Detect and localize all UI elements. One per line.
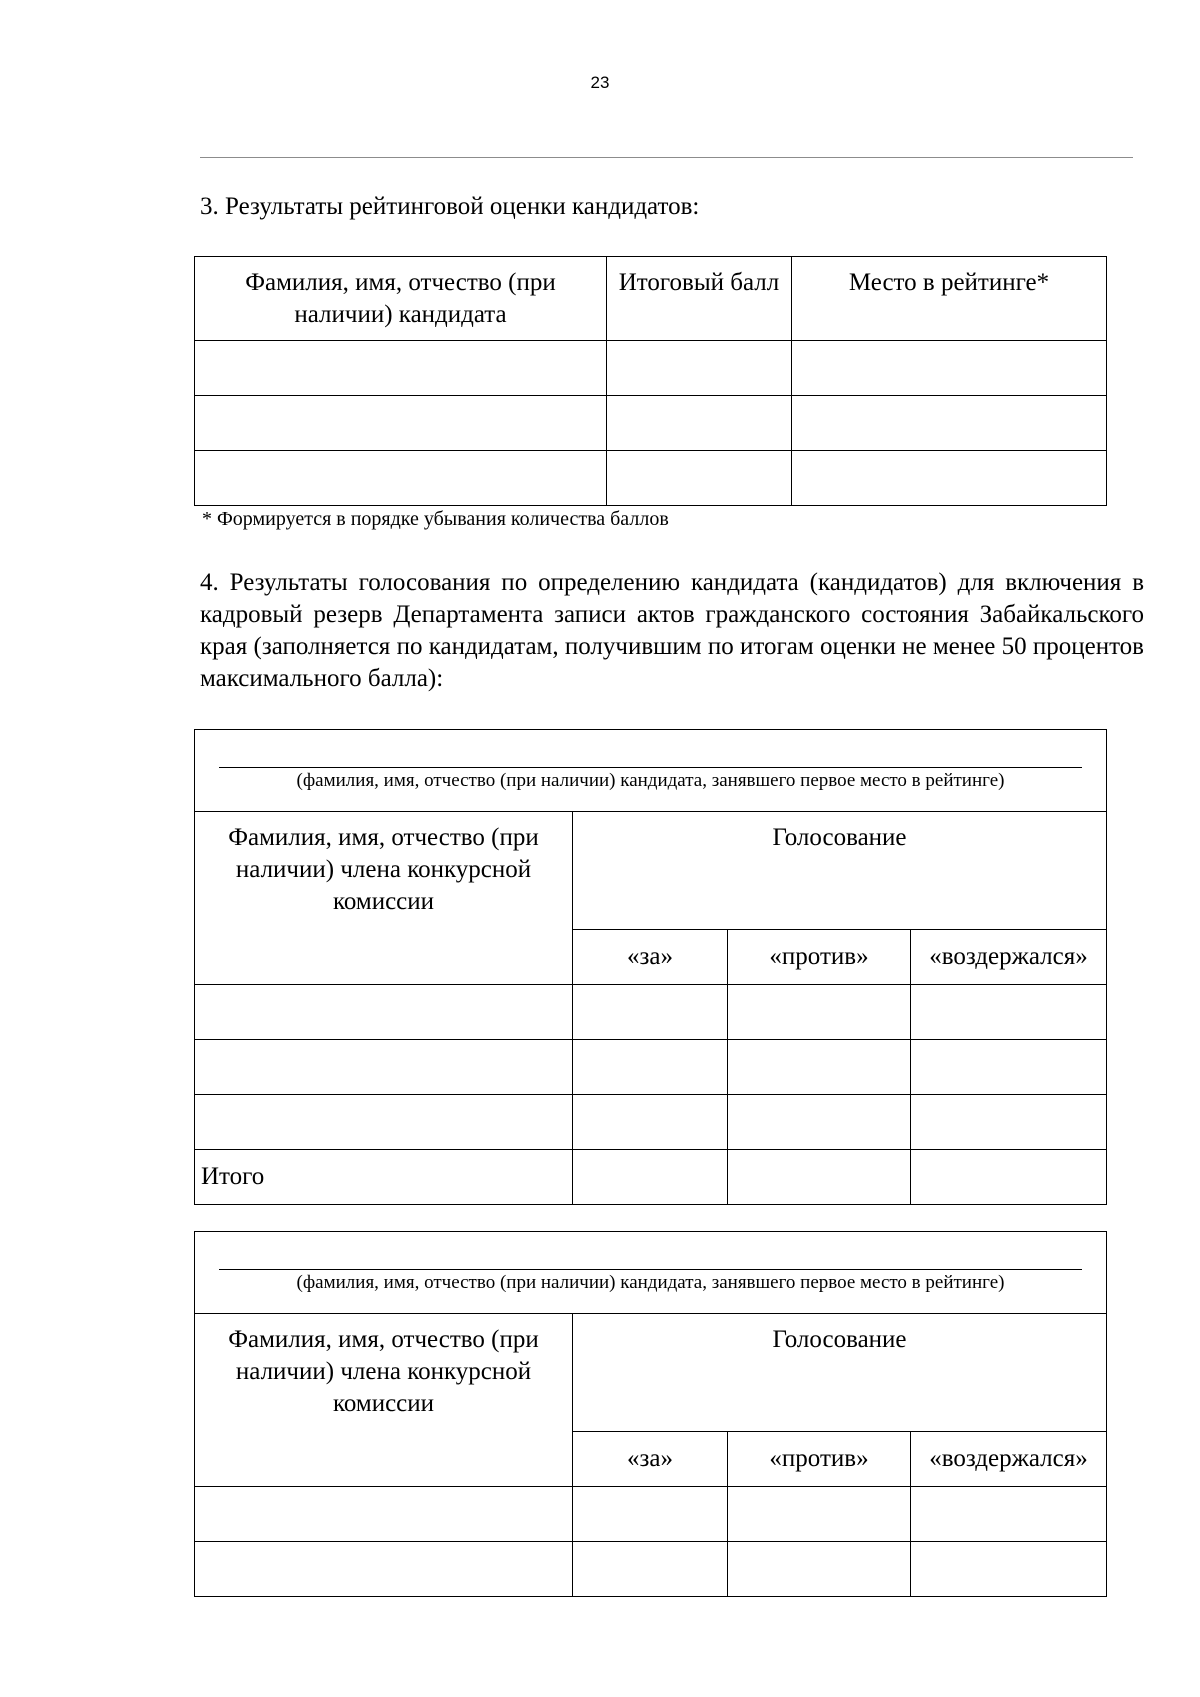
table-cell[interactable] [195, 1542, 573, 1597]
table-cell[interactable] [911, 1487, 1107, 1542]
voting-header: Голосование [573, 812, 1107, 930]
table-cell[interactable] [911, 1040, 1107, 1095]
rating-header-name: Фамилия, имя, отчество (при наличии) кандидата [195, 257, 607, 341]
table-cell[interactable] [911, 985, 1107, 1040]
table-cell[interactable] [195, 396, 607, 451]
option-for: «за» [573, 1432, 728, 1487]
table-cell[interactable] [607, 451, 792, 506]
header-rule [200, 157, 1133, 158]
table-cell[interactable] [195, 451, 607, 506]
member-name-header: Фамилия, имя, отчество (при наличии) члена конкурсной комиссии [195, 1314, 573, 1487]
table-cell[interactable] [573, 985, 728, 1040]
table-row [195, 396, 1107, 451]
table-cell[interactable] [728, 1095, 911, 1150]
page-number: 23 [590, 73, 610, 92]
table-cell[interactable] [607, 396, 792, 451]
table-cell[interactable] [792, 451, 1107, 506]
member-name-header: Фамилия, имя, отчество (при наличии) члена конкурсной комиссии [195, 812, 573, 985]
vote-table-2 [194, 1231, 1107, 1597]
table-row [195, 1040, 1107, 1095]
section-4-paragraph: 4. Результаты голосования по определению кандидата (кандидатов) для включения в кадровый резерв Департамента записи актов гражданского состояния Забайкальского края (заполняется по кандидатам, получившим по итогам оценки не менее 50 процентов максимального балла): [200, 569, 1144, 692]
table-cell[interactable] [607, 341, 792, 396]
option-against: «против» [728, 1432, 911, 1487]
candidate-name-field[interactable] [195, 1232, 1107, 1314]
table-row [195, 985, 1107, 1040]
table-cell[interactable] [911, 1095, 1107, 1150]
table-cell[interactable] [728, 985, 911, 1040]
table-cell[interactable] [728, 1150, 911, 1205]
table-cell[interactable] [573, 1487, 728, 1542]
total-label: Итого [195, 1150, 573, 1205]
candidate-name-line [219, 767, 1082, 768]
option-abstained: «воздержался» [911, 1432, 1107, 1487]
table-row [195, 1542, 1107, 1597]
rating-header-score: Итоговый балл [607, 257, 792, 341]
rating-table-header [195, 257, 1107, 341]
vote-table-header [195, 812, 1107, 930]
table-cell[interactable] [195, 1095, 573, 1150]
table-cell[interactable] [573, 1150, 728, 1205]
vote-table-1 [194, 729, 1107, 1205]
table-cell[interactable] [792, 396, 1107, 451]
candidate-name-field[interactable] [195, 730, 1107, 812]
table-cell[interactable] [573, 1095, 728, 1150]
table-cell[interactable] [792, 341, 1107, 396]
vote-table-header [195, 1314, 1107, 1432]
table-row [195, 341, 1107, 396]
candidate-caption: (фамилия, имя, отчество (при наличии) кандидата, занявшего первое место в рейтинге) [296, 770, 1005, 791]
rating-header-place: Место в рейтинге* [792, 257, 1107, 341]
table-cell[interactable] [911, 1150, 1107, 1205]
table-row [195, 1095, 1107, 1150]
table-cell[interactable] [728, 1040, 911, 1095]
table-cell[interactable] [911, 1542, 1107, 1597]
voting-header: Голосование [573, 1314, 1107, 1432]
table-row [195, 1487, 1107, 1542]
table-cell[interactable] [573, 1542, 728, 1597]
option-abstained: «воздержался» [911, 930, 1107, 985]
rating-table [194, 256, 1107, 506]
section-3-heading: 3. Результаты рейтинговой оценки кандидатов: [200, 193, 700, 220]
table-cell[interactable] [195, 1040, 573, 1095]
table-cell[interactable] [195, 985, 573, 1040]
table-cell[interactable] [195, 341, 607, 396]
total-row [195, 1150, 1107, 1205]
table-row [195, 451, 1107, 506]
candidate-row [195, 730, 1107, 812]
rating-footnote: * Формируется в порядке убывания количества баллов [202, 508, 669, 530]
table-cell[interactable] [728, 1542, 911, 1597]
candidate-caption: (фамилия, имя, отчество (при наличии) кандидата, занявшего первое место в рейтинге) [296, 1272, 1005, 1293]
candidate-row [195, 1232, 1107, 1314]
option-against: «против» [728, 930, 911, 985]
option-for: «за» [573, 930, 728, 985]
table-cell[interactable] [573, 1040, 728, 1095]
table-cell[interactable] [195, 1487, 573, 1542]
candidate-name-line [219, 1269, 1082, 1270]
table-cell[interactable] [728, 1487, 911, 1542]
